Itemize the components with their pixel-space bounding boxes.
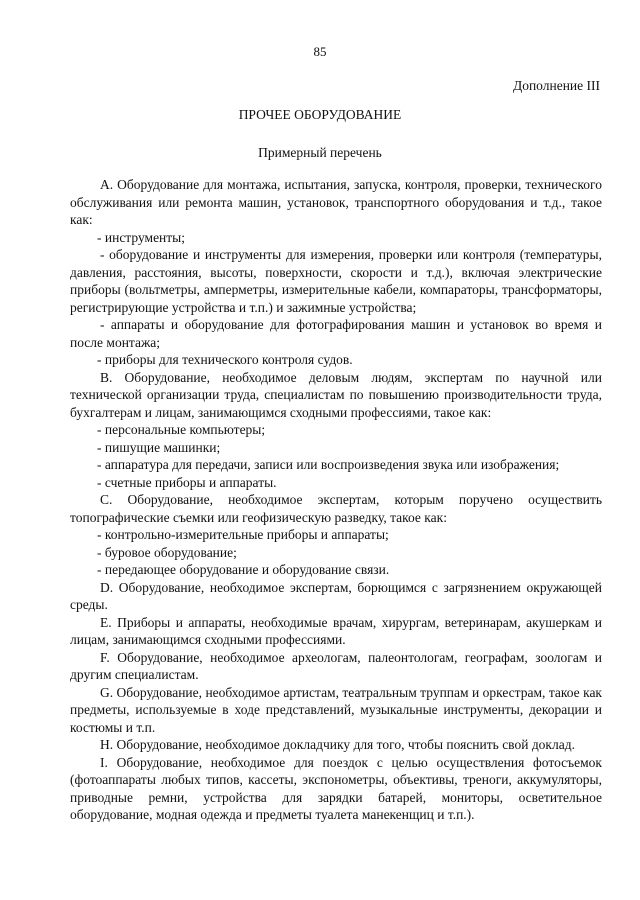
- list-item: - инструменты;: [97, 229, 186, 245]
- appendix-label: Дополнение III: [512, 78, 600, 93]
- section-g-paragraph: G. Оборудование, необходимое артистам, театральным труппам и оркестрам, такое как предметы, используемые в ходе представлений, музыкальные инструменты, декорации и костюмы и т.п.: [70, 684, 602, 735]
- list-item: - буровое оборудование;: [97, 544, 237, 560]
- list-item: - оборудование и инструменты для измерения, проверки или контроля (температуры, давления, расстояния, высоты, поверхности, скорости и т.д.), включая электрические приборы (вольтметры, амперметры, измерительные кабели, компараторы, трансформаторы, регистрирующие устройства и т.п.) и зажимные устройства;: [70, 247, 602, 315]
- section-i-paragraph: I. Оборудование, необходимое для поездок с целью осуществления фотосъемок (фотоаппараты любых типов, кассеты, экспонометры, объективы, треноги, аккумуляторы, приводные ремни, устройства для зарядки батарей, мониторы, осветительное оборудование, модная одежда и предметы туалета манекенщиц и т.п.).: [70, 754, 602, 822]
- page-subtitle: Примерный перечень: [258, 145, 382, 160]
- list-item: - аппараты и оборудование для фотографирования машин и установок во время и после монтажа;: [70, 317, 602, 350]
- document-body: [70, 176, 602, 824]
- section-e-paragraph: Е. Приборы и аппараты, необходимые врачам, хирургам, ветеринарам, акушеркам и лицам, занимающимся сходными профессиями.: [70, 614, 602, 647]
- section-f-paragraph: F. Оборудование, необходимое археологам, палеонтологам, географам, зоологам и другим специалистам.: [70, 649, 602, 682]
- list-item: - персональные компьютеры;: [97, 422, 266, 437]
- list-item: - аппаратура для передачи, записи или воспроизведения звука или изображения;: [97, 457, 560, 472]
- list-item: - контрольно-измерительные приборы и аппараты;: [97, 527, 389, 542]
- list-item: - приборы для технического контроля судов.: [97, 352, 353, 367]
- section-d-paragraph: D. Оборудование, необходимое экспертам, борющимся с загрязнением окружающей среды.: [70, 579, 602, 612]
- list-item: - передающее оборудование и оборудование связи.: [97, 562, 390, 577]
- section-h-paragraph: Н. Оборудование, необходимое докладчику для того, чтобы пояснить свой доклад.: [100, 737, 575, 752]
- list-item: - пишущие машинки;: [97, 439, 221, 455]
- section-a-paragraph: А. Оборудование для монтажа, испытания, запуска, контроля, проверки, технического обслуживания или ремонта машин, установок, транспортного оборудования и т.д., такое как:: [70, 177, 602, 227]
- section-c-paragraph: С. Оборудование, необходимое экспертам, которым поручено осуществить топографические съемки или геофизическую разведку, такое как:: [70, 492, 602, 525]
- page-title: ПРОЧЕЕ ОБОРУДОВАНИЕ: [238, 107, 402, 122]
- section-b-paragraph: В. Оборудование, необходимое деловым людям, экспертам по научной или технической организации труда, специалистам по повышению производительности труда, бухгалтерам и лицам, занимающимся сходными профессиями, такое как:: [70, 369, 602, 420]
- list-item: - счетные приборы и аппараты.: [97, 474, 277, 490]
- page-number: 85: [313, 44, 327, 59]
